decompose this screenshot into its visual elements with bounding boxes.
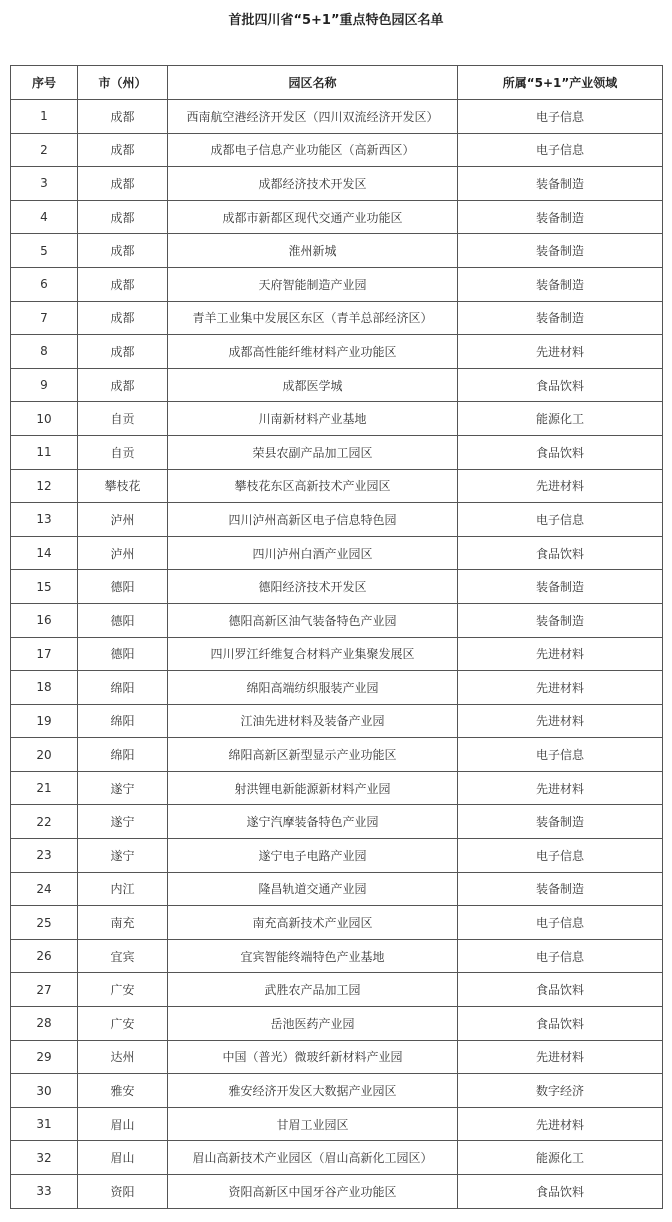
cell-serial-number: 16 [11, 603, 78, 637]
cell-park-name: 青羊工业集中发展区东区（青羊总部经济区） [168, 301, 458, 335]
cell-park-name: 攀枝花东区高新技术产业园区 [168, 469, 458, 503]
cell-industry-field: 电子信息 [458, 939, 663, 973]
cell-park-name: 射洪锂电新能源新材料产业园 [168, 771, 458, 805]
cell-city: 德阳 [78, 637, 168, 671]
cell-industry-field: 食品饮料 [458, 435, 663, 469]
cell-city: 自贡 [78, 402, 168, 436]
table-row [11, 1007, 663, 1041]
cell-park-name: 川南新材料产业基地 [168, 402, 458, 436]
cell-city: 成都 [78, 100, 168, 134]
cell-city: 南充 [78, 906, 168, 940]
cell-park-name: 隆昌轨道交通产业园 [168, 872, 458, 906]
cell-city: 遂宁 [78, 839, 168, 873]
cell-serial-number: 26 [11, 939, 78, 973]
cell-park-name: 雅安经济开发区大数据产业园区 [168, 1074, 458, 1108]
cell-park-name: 中国（普光）微玻纤新材料产业园 [168, 1040, 458, 1074]
cell-city: 绵阳 [78, 671, 168, 705]
cell-city: 眉山 [78, 1107, 168, 1141]
table-row [11, 771, 663, 805]
cell-industry-field: 能源化工 [458, 1141, 663, 1175]
cell-industry-field: 食品饮料 [458, 536, 663, 570]
cell-serial-number: 7 [11, 301, 78, 335]
cell-industry-field: 先进材料 [458, 335, 663, 369]
cell-industry-field: 电子信息 [458, 839, 663, 873]
cell-park-name: 武胜农产品加工园 [168, 973, 458, 1007]
table-header-row [11, 66, 663, 100]
cell-serial-number: 24 [11, 872, 78, 906]
cell-city: 成都 [78, 335, 168, 369]
cell-park-name: 岳池医药产业园 [168, 1007, 458, 1041]
table-row [11, 1040, 663, 1074]
cell-industry-field: 能源化工 [458, 402, 663, 436]
cell-park-name: 天府智能制造产业园 [168, 267, 458, 301]
cell-city: 泸州 [78, 536, 168, 570]
cell-city: 成都 [78, 267, 168, 301]
cell-park-name: 淮州新城 [168, 234, 458, 268]
cell-industry-field: 装备制造 [458, 167, 663, 201]
cell-park-name: 德阳经济技术开发区 [168, 570, 458, 604]
cell-industry-field: 先进材料 [458, 671, 663, 705]
table-row [11, 469, 663, 503]
table-row [11, 839, 663, 873]
cell-park-name: 成都经济技术开发区 [168, 167, 458, 201]
table-row [11, 805, 663, 839]
cell-serial-number: 25 [11, 906, 78, 940]
cell-city: 广安 [78, 1007, 168, 1041]
cell-park-name: 眉山高新技术产业园区（眉山高新化工园区） [168, 1141, 458, 1175]
table-row [11, 1141, 663, 1175]
cell-park-name: 荣县农副产品加工园区 [168, 435, 458, 469]
table-row [11, 939, 663, 973]
cell-city: 德阳 [78, 570, 168, 604]
cell-park-name: 成都电子信息产业功能区（高新西区） [168, 133, 458, 167]
cell-serial-number: 15 [11, 570, 78, 604]
table-header [11, 66, 663, 100]
cell-park-name: 成都医学城 [168, 368, 458, 402]
cell-park-name: 四川泸州白酒产业园区 [168, 536, 458, 570]
cell-park-name: 资阳高新区中国牙谷产业功能区 [168, 1175, 458, 1209]
cell-industry-field: 装备制造 [458, 301, 663, 335]
cell-city: 遂宁 [78, 805, 168, 839]
table-row [11, 671, 663, 705]
cell-city: 遂宁 [78, 771, 168, 805]
cell-industry-field: 电子信息 [458, 503, 663, 537]
cell-park-name: 绵阳高新区新型显示产业功能区 [168, 738, 458, 772]
cell-serial-number: 10 [11, 402, 78, 436]
cell-city: 宜宾 [78, 939, 168, 973]
table-row [11, 704, 663, 738]
cell-industry-field: 装备制造 [458, 267, 663, 301]
cell-serial-number: 18 [11, 671, 78, 705]
header-serial-number: 序号 [11, 66, 78, 100]
cell-park-name: 绵阳高端纺织服装产业园 [168, 671, 458, 705]
cell-serial-number: 4 [11, 200, 78, 234]
cell-serial-number: 29 [11, 1040, 78, 1074]
cell-serial-number: 20 [11, 738, 78, 772]
table-row [11, 536, 663, 570]
table-row [11, 570, 663, 604]
table-row [11, 301, 663, 335]
cell-serial-number: 9 [11, 368, 78, 402]
cell-serial-number: 27 [11, 973, 78, 1007]
cell-city: 成都 [78, 301, 168, 335]
header-industry-field: 所属“5+1”产业领域 [458, 66, 663, 100]
table-row [11, 402, 663, 436]
cell-park-name: 遂宁汽摩装备特色产业园 [168, 805, 458, 839]
cell-park-name: 宜宾智能终端特色产业基地 [168, 939, 458, 973]
cell-industry-field: 电子信息 [458, 738, 663, 772]
cell-serial-number: 31 [11, 1107, 78, 1141]
cell-city: 广安 [78, 973, 168, 1007]
table-row [11, 1175, 663, 1209]
cell-serial-number: 28 [11, 1007, 78, 1041]
cell-industry-field: 先进材料 [458, 469, 663, 503]
cell-serial-number: 22 [11, 805, 78, 839]
cell-industry-field: 食品饮料 [458, 368, 663, 402]
table-row [11, 1107, 663, 1141]
cell-industry-field: 电子信息 [458, 133, 663, 167]
cell-serial-number: 19 [11, 704, 78, 738]
cell-city: 眉山 [78, 1141, 168, 1175]
cell-serial-number: 3 [11, 167, 78, 201]
cell-park-name: 南充高新技术产业园区 [168, 906, 458, 940]
cell-city: 绵阳 [78, 704, 168, 738]
table-row [11, 200, 663, 234]
cell-city: 成都 [78, 368, 168, 402]
cell-city: 成都 [78, 200, 168, 234]
table-row [11, 435, 663, 469]
cell-industry-field: 先进材料 [458, 637, 663, 671]
cell-city: 成都 [78, 234, 168, 268]
cell-serial-number: 12 [11, 469, 78, 503]
table-row [11, 503, 663, 537]
table-row [11, 335, 663, 369]
cell-serial-number: 14 [11, 536, 78, 570]
cell-city: 自贡 [78, 435, 168, 469]
table-row [11, 234, 663, 268]
cell-industry-field: 食品饮料 [458, 1175, 663, 1209]
table-row [11, 906, 663, 940]
cell-city: 达州 [78, 1040, 168, 1074]
table-row [11, 133, 663, 167]
cell-serial-number: 8 [11, 335, 78, 369]
cell-industry-field: 电子信息 [458, 100, 663, 134]
cell-serial-number: 17 [11, 637, 78, 671]
cell-city: 资阳 [78, 1175, 168, 1209]
cell-city: 德阳 [78, 603, 168, 637]
cell-industry-field: 先进材料 [458, 704, 663, 738]
cell-city: 绵阳 [78, 738, 168, 772]
park-list-table [10, 65, 663, 1209]
cell-park-name: 西南航空港经济开发区（四川双流经济开发区） [168, 100, 458, 134]
cell-serial-number: 32 [11, 1141, 78, 1175]
table-row [11, 973, 663, 1007]
cell-industry-field: 装备制造 [458, 872, 663, 906]
cell-park-name: 四川泸州高新区电子信息特色园 [168, 503, 458, 537]
cell-industry-field: 装备制造 [458, 570, 663, 604]
cell-industry-field: 先进材料 [458, 1107, 663, 1141]
cell-city: 雅安 [78, 1074, 168, 1108]
cell-park-name: 江油先进材料及装备产业园 [168, 704, 458, 738]
cell-serial-number: 6 [11, 267, 78, 301]
cell-park-name: 遂宁电子电路产业园 [168, 839, 458, 873]
header-city: 市（州） [78, 66, 168, 100]
cell-city: 成都 [78, 167, 168, 201]
page-title: 首批四川省“5+1”重点特色园区名单 [228, 13, 444, 28]
table-row [11, 368, 663, 402]
cell-industry-field: 食品饮料 [458, 1007, 663, 1041]
cell-serial-number: 1 [11, 100, 78, 134]
cell-serial-number: 33 [11, 1175, 78, 1209]
table-row [11, 872, 663, 906]
cell-serial-number: 21 [11, 771, 78, 805]
cell-park-name: 四川罗江纤维复合材料产业集聚发展区 [168, 637, 458, 671]
cell-industry-field: 装备制造 [458, 805, 663, 839]
cell-serial-number: 30 [11, 1074, 78, 1108]
cell-industry-field: 装备制造 [458, 200, 663, 234]
cell-park-name: 德阳高新区油气装备特色产业园 [168, 603, 458, 637]
cell-city: 泸州 [78, 503, 168, 537]
cell-park-name: 甘眉工业园区 [168, 1107, 458, 1141]
cell-industry-field: 食品饮料 [458, 973, 663, 1007]
cell-serial-number: 13 [11, 503, 78, 537]
cell-serial-number: 23 [11, 839, 78, 873]
cell-industry-field: 先进材料 [458, 1040, 663, 1074]
cell-serial-number: 5 [11, 234, 78, 268]
header-park-name: 园区名称 [168, 66, 458, 100]
table-body [11, 100, 663, 1209]
cell-industry-field: 装备制造 [458, 603, 663, 637]
cell-city: 攀枝花 [78, 469, 168, 503]
cell-park-name: 成都高性能纤维材料产业功能区 [168, 335, 458, 369]
cell-park-name: 成都市新都区现代交通产业功能区 [168, 200, 458, 234]
table-row [11, 267, 663, 301]
cell-serial-number: 11 [11, 435, 78, 469]
cell-city: 成都 [78, 133, 168, 167]
cell-industry-field: 先进材料 [458, 771, 663, 805]
table-row [11, 1074, 663, 1108]
table-row [11, 603, 663, 637]
table-row [11, 100, 663, 134]
cell-serial-number: 2 [11, 133, 78, 167]
table-row [11, 637, 663, 671]
cell-industry-field: 电子信息 [458, 906, 663, 940]
cell-industry-field: 装备制造 [458, 234, 663, 268]
table-row [11, 167, 663, 201]
table-row [11, 738, 663, 772]
cell-industry-field: 数字经济 [458, 1074, 663, 1108]
cell-city: 内江 [78, 872, 168, 906]
